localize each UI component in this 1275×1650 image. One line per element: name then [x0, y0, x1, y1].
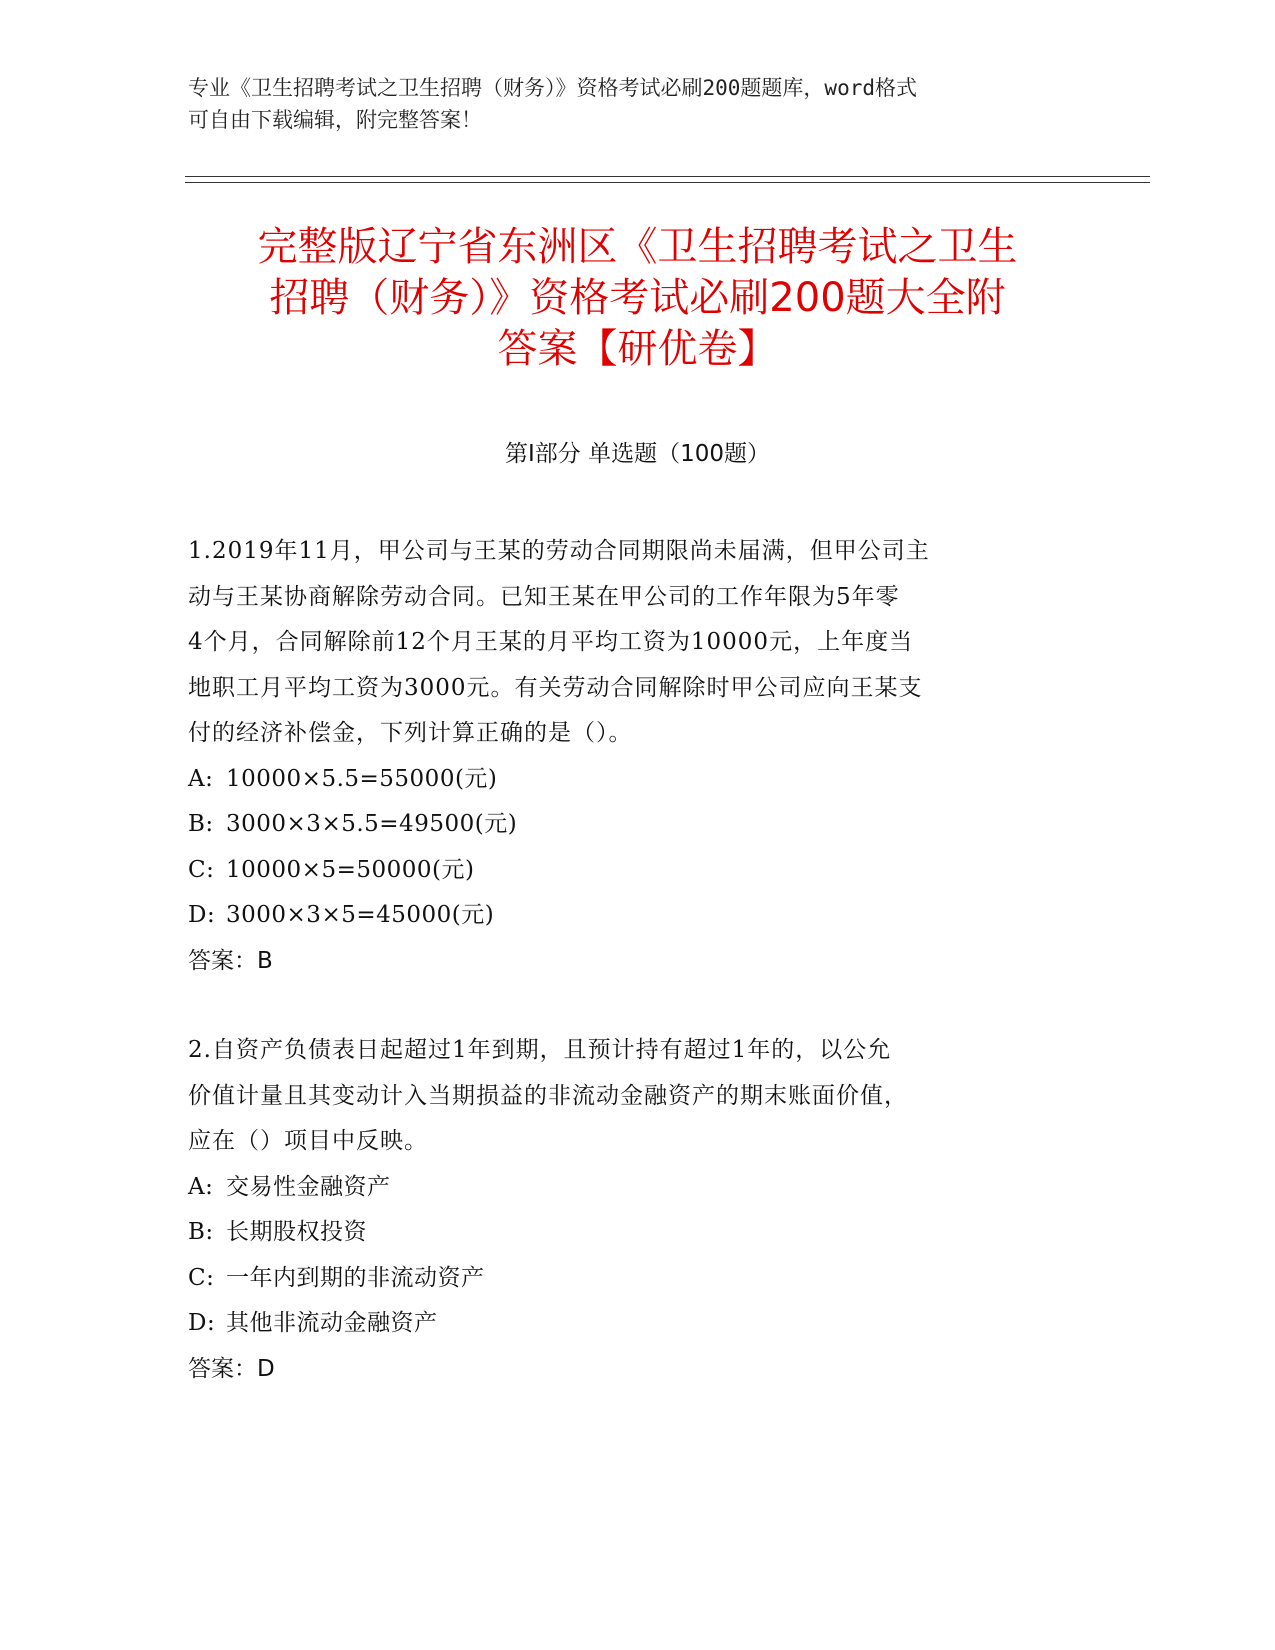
header-note [188, 72, 1068, 136]
option-text: 10000×5.5=55000(元) [226, 765, 498, 792]
option-letter: B: [188, 1219, 214, 1245]
option-a [188, 1165, 1088, 1211]
option-text: 3000×3×5=45000(元) [226, 902, 495, 928]
answer-label: 答案：D [188, 1355, 275, 1382]
option-b [188, 1210, 1088, 1256]
option-text: 一年内到期的非流动资产 [226, 1264, 485, 1291]
header-divider-bottom [185, 182, 1150, 183]
header-divider-top [185, 176, 1150, 177]
question-stem-line: 动与王某协商解除劳动合同。已知王某在甲公司的工作年限为5年零 [188, 583, 900, 610]
question-2 [188, 1028, 1088, 1392]
option-c [188, 848, 1088, 894]
header-note-line1: 专业《卫生招聘考试之卫生招聘（财务）》资格考试必刷200题题库，word格式 [188, 76, 917, 100]
option-text: 其他非流动金融资产 [226, 1310, 438, 1336]
question-stem-line: 价值计量且其变动计入当期损益的非流动金融资产的期末账面价值， [188, 1082, 908, 1109]
question-1 [188, 529, 1088, 984]
option-c [188, 1256, 1088, 1302]
option-d [188, 1301, 1088, 1347]
option-text: 交易性金融资产 [226, 1173, 391, 1200]
option-letter: A: [188, 765, 214, 792]
option-letter: C: [188, 1264, 215, 1291]
question-stem-line: 地职工月平均工资为3000元。有关劳动合同解除时甲公司应向王某支 [188, 674, 923, 701]
option-text: 10000×5=50000(元) [226, 856, 475, 883]
option-d [188, 893, 1088, 939]
title-line1: 完整版辽宁省东洲区《卫生招聘考试之卫生 [257, 224, 1018, 270]
option-letter: B: [188, 811, 214, 837]
question-stem-line: 付的经济补偿金，下列计算正确的是（）。 [188, 720, 633, 746]
title-line2: 招聘（财务）》资格考试必刷200题大全附 [269, 275, 1006, 321]
question-stem-line: 4个月，合同解除前12个月王某的月平均工资为10000元，上年度当 [188, 629, 914, 655]
section-heading: 第Ⅰ部分 单选题（100题） [505, 441, 770, 467]
option-text: 长期股权投资 [226, 1219, 367, 1245]
option-letter: D: [188, 902, 216, 928]
option-text: 3000×3×5.5=49500(元) [226, 811, 518, 837]
question-stem-line: 1.2019年11月，甲公司与王某的劳动合同期限尚未届满，但甲公司主 [188, 538, 930, 564]
question-stem-line: 应在（）项目中反映。 [188, 1128, 428, 1154]
answer-label: 答案：B [188, 947, 273, 974]
option-letter: A: [188, 1173, 214, 1200]
option-a [188, 757, 1088, 803]
question-stem-line: 2.自资产负债表日起超过1年到期，且预计持有超过1年的，以公允 [188, 1037, 892, 1063]
title-line3: 答案【研优卷】 [497, 326, 778, 372]
header-note-line2: 可自由下载编辑，附完整答案！ [188, 108, 482, 132]
document-title [180, 222, 1095, 375]
option-letter: D: [188, 1310, 216, 1336]
option-letter: C: [188, 856, 215, 883]
option-b [188, 802, 1088, 848]
